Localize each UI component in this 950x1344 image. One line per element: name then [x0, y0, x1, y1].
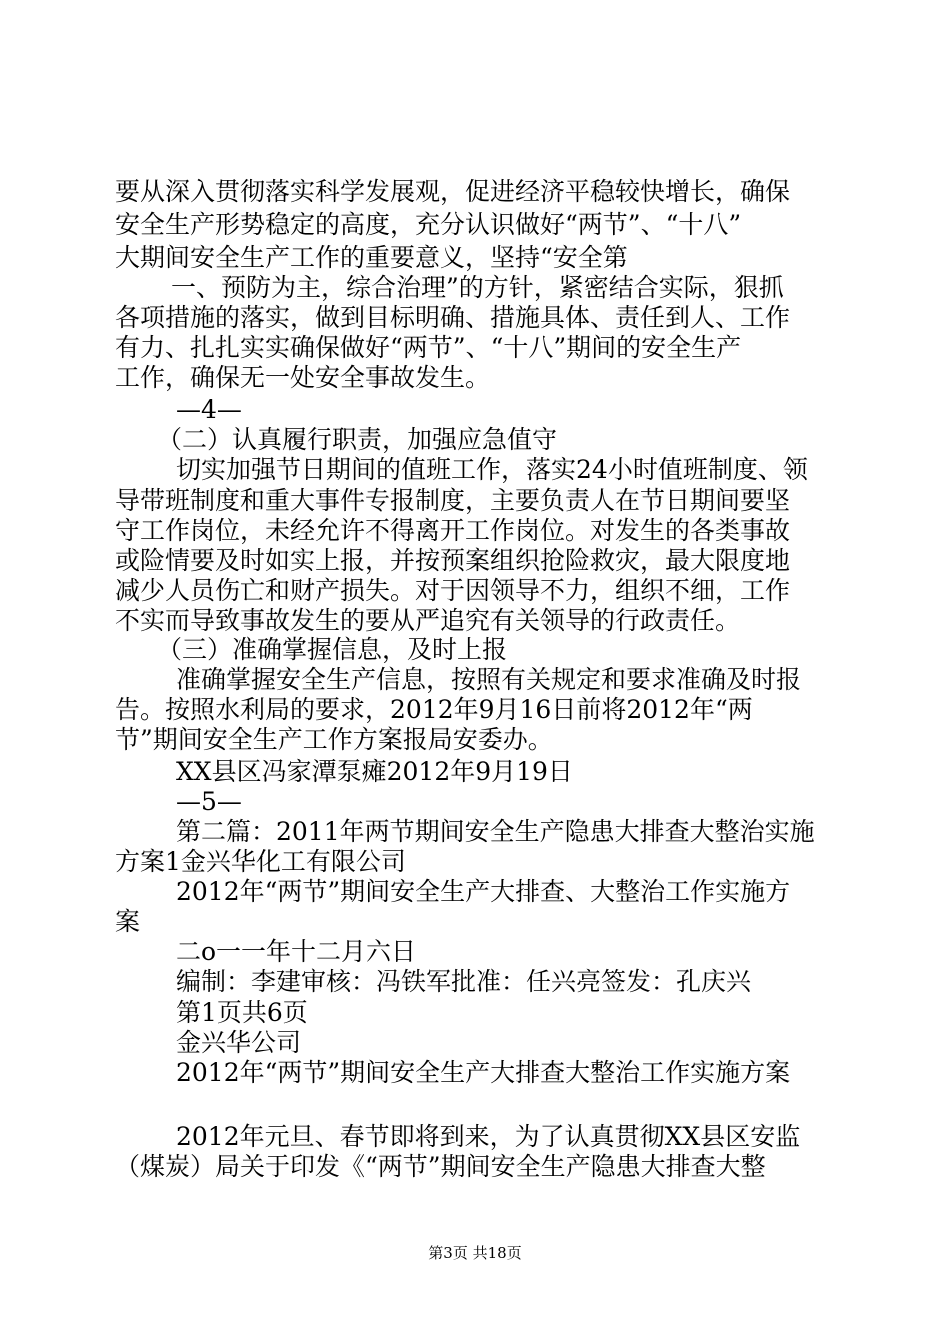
editor-line: 编制：李建审核：冯铁军批准：任兴亮签发：孔庆兴	[176, 967, 752, 996]
section-heading-2: （二）认真履行职责，加强应急值守	[157, 425, 558, 454]
body-line-15: 告。按照水利局的要求，2012年9月16日前将2012年“两	[115, 695, 753, 724]
date-line: 二o一一年十二月六日	[176, 937, 417, 966]
signature-line: XX县区冯家潭泵瘫2012年9月19日	[176, 757, 573, 786]
body-line-18: （煤炭）局关于印发《“两节”期间安全生产隐患大排查大整	[115, 1152, 766, 1181]
plan-title-line-2: 案	[115, 907, 141, 936]
body-line-3: 大期间安全生产工作的重要意义，坚持“安全第	[115, 243, 628, 272]
body-line-10: 守工作岗位，未经允许不得离开工作岗位。对发生的各类事故	[115, 516, 791, 545]
article-title-line-1: 第二篇：2011年两节期间安全生产隐患大排查大整治实施	[176, 817, 815, 846]
body-line-17: 2012年元旦、春节即将到来，为了认真贯彻XX县区安监	[176, 1122, 801, 1151]
body-line-5: 各项措施的落实，做到目标明确、措施具体、责任到人、工作	[115, 303, 791, 332]
body-line-12: 减少人员伤亡和财产损失。对于因领导不力，组织不细，工作	[115, 576, 791, 605]
article-title-line-2: 方案1金兴华化工有限公司	[115, 847, 406, 876]
page-count-line: 第1页共6页	[176, 998, 308, 1027]
body-line-2: 安全生产形势稳定的高度，充分认识做好“两节”、“十八”	[115, 210, 742, 239]
page-footer: 第3页 共18页	[428, 1244, 522, 1262]
body-line-4: 一、预防为主，综合治理”的方针，紧密结合实际，狠抓	[171, 273, 784, 302]
body-line-14: 准确掌握安全生产信息，按照有关规定和要求准确及时报	[176, 665, 802, 694]
body-line-16: 节”期间安全生产工作方案报局安委办。	[115, 725, 553, 754]
body-line-6: 有力、扎扎实实确保做好“两节”、“十八”期间的安全生产	[115, 333, 742, 362]
section-heading-3: （三）准确掌握信息，及时上报	[157, 635, 508, 664]
body-line-1: 要从深入贯彻落实科学发展观，促进经济平稳较快增长，确保	[115, 177, 791, 206]
company-line: 金兴华公司	[176, 1028, 302, 1057]
body-line-7: 工作，确保无一处安全事故发生。	[115, 363, 491, 392]
page-marker-4: —4—	[176, 395, 242, 424]
body-line-13: 不实而导致事故发生的要从严追究有关领导的行政责任。	[115, 606, 741, 635]
body-line-8: 切实加强节日期间的值班工作，落实24小时值班制度、领	[176, 455, 808, 484]
body-line-9: 导带班制度和重大事件专报制度，主要负责人在节日期间要坚	[115, 486, 791, 515]
plan-title-line-3: 2012年“两节”期间安全生产大排查大整治工作实施方案	[176, 1058, 791, 1087]
page-marker-5: —5—	[176, 787, 242, 816]
plan-title-line-1: 2012年“两节”期间安全生产大排查、大整治工作实施方	[176, 877, 791, 906]
body-line-11: 或险情要及时如实上报，并按预案组织抢险救灾，最大限度地	[115, 546, 791, 575]
